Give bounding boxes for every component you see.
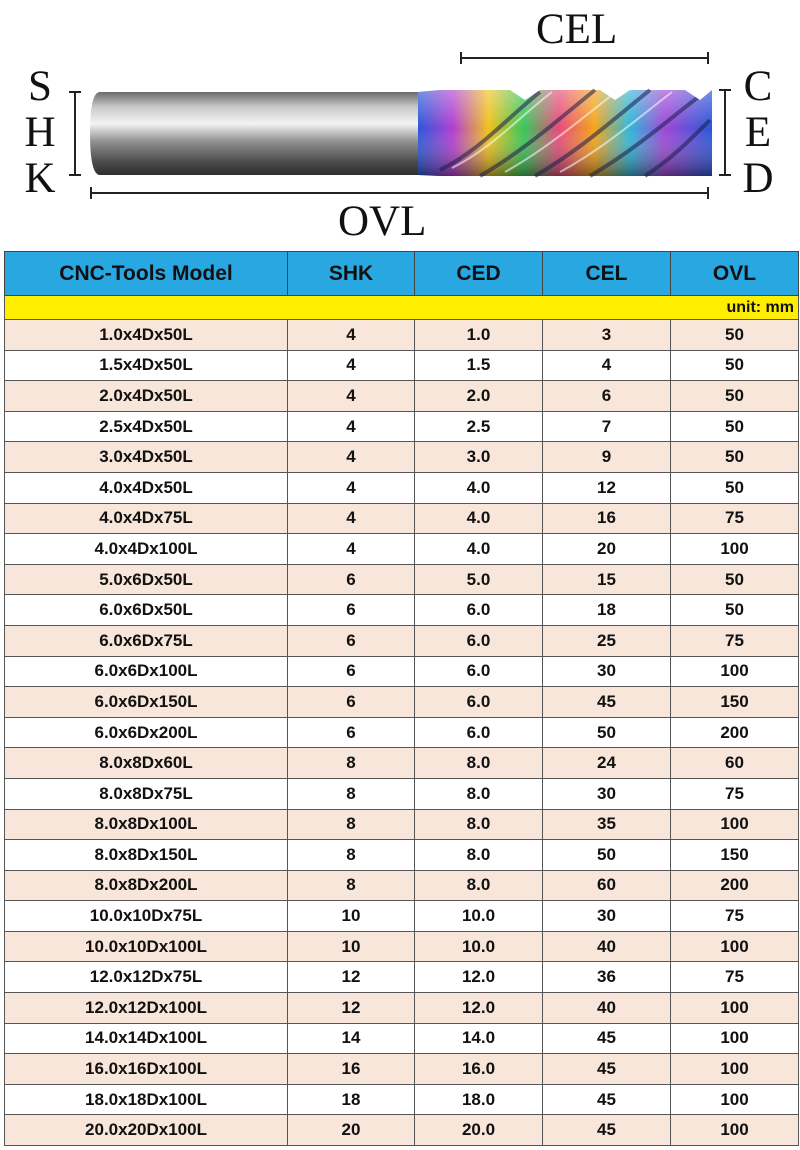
cell-cel: 7 <box>543 411 671 442</box>
cell-ovl: 200 <box>671 717 799 748</box>
cell-cel: 30 <box>543 901 671 932</box>
cell-cel: 16 <box>543 503 671 534</box>
cell-shk: 4 <box>288 503 415 534</box>
cell-model: 2.5x4Dx50L <box>5 411 288 442</box>
table-row <box>5 472 799 503</box>
cell-ced: 6.0 <box>415 656 543 687</box>
cell-shk: 14 <box>288 1023 415 1054</box>
cell-ced: 8.0 <box>415 748 543 779</box>
shk-letter: S <box>28 63 52 110</box>
cell-cel: 40 <box>543 993 671 1024</box>
ced-letter: C <box>743 63 773 110</box>
cell-cel: 25 <box>543 625 671 656</box>
table-row <box>5 1084 799 1115</box>
table-row <box>5 534 799 565</box>
cell-ced: 18.0 <box>415 1084 543 1115</box>
table-row <box>5 411 799 442</box>
cell-ced: 4.0 <box>415 503 543 534</box>
cell-cel: 36 <box>543 962 671 993</box>
cell-cel: 6 <box>543 381 671 412</box>
table-row <box>5 320 799 351</box>
ovl-label: OVL <box>338 198 427 245</box>
cell-ovl: 50 <box>671 442 799 473</box>
shk-letter: K <box>24 155 56 202</box>
table-body <box>5 296 799 1146</box>
cell-ovl: 100 <box>671 1023 799 1054</box>
end-mill-diagram <box>0 0 800 248</box>
cell-ced: 6.0 <box>415 595 543 626</box>
cell-shk: 6 <box>288 687 415 718</box>
cell-model: 18.0x18Dx100L <box>5 1084 288 1115</box>
cell-shk: 6 <box>288 717 415 748</box>
header-cel: CEL <box>543 252 671 296</box>
cell-shk: 20 <box>288 1115 415 1146</box>
cell-model: 8.0x8Dx150L <box>5 840 288 871</box>
cell-cel: 45 <box>543 1023 671 1054</box>
table-row <box>5 503 799 534</box>
cell-ovl: 150 <box>671 687 799 718</box>
cell-ced: 3.0 <box>415 442 543 473</box>
cell-model: 8.0x8Dx100L <box>5 809 288 840</box>
cell-shk: 6 <box>288 625 415 656</box>
cell-ovl: 50 <box>671 472 799 503</box>
cell-ced: 1.5 <box>415 350 543 381</box>
cell-shk: 8 <box>288 748 415 779</box>
cell-ced: 1.0 <box>415 320 543 351</box>
cell-cel: 30 <box>543 656 671 687</box>
cell-ced: 20.0 <box>415 1115 543 1146</box>
cell-shk: 6 <box>288 656 415 687</box>
shank <box>90 92 418 175</box>
shk-letter: H <box>24 109 56 156</box>
cell-ovl: 75 <box>671 901 799 932</box>
cel-label: CEL <box>536 6 618 53</box>
spec-table <box>4 251 799 1146</box>
cell-cel: 3 <box>543 320 671 351</box>
table-row <box>5 901 799 932</box>
cell-ovl: 50 <box>671 595 799 626</box>
cell-ced: 16.0 <box>415 1054 543 1085</box>
cell-shk: 8 <box>288 778 415 809</box>
cell-ovl: 100 <box>671 1054 799 1085</box>
cell-model: 1.5x4Dx50L <box>5 350 288 381</box>
cell-cel: 30 <box>543 778 671 809</box>
cell-ovl: 50 <box>671 564 799 595</box>
cell-cel: 20 <box>543 534 671 565</box>
cell-ced: 6.0 <box>415 625 543 656</box>
cell-shk: 4 <box>288 411 415 442</box>
table-header-row <box>5 252 799 296</box>
cell-ovl: 75 <box>671 503 799 534</box>
cell-cel: 12 <box>543 472 671 503</box>
cell-ovl: 100 <box>671 993 799 1024</box>
table-row <box>5 687 799 718</box>
cell-shk: 6 <box>288 595 415 626</box>
cell-ced: 12.0 <box>415 993 543 1024</box>
cell-ced: 8.0 <box>415 840 543 871</box>
table-row <box>5 381 799 412</box>
cell-model: 4.0x4Dx75L <box>5 503 288 534</box>
table-row <box>5 778 799 809</box>
table-row <box>5 350 799 381</box>
table-row <box>5 564 799 595</box>
cell-model: 2.0x4Dx50L <box>5 381 288 412</box>
cell-ced: 5.0 <box>415 564 543 595</box>
cell-model: 8.0x8Dx60L <box>5 748 288 779</box>
cell-model: 6.0x6Dx200L <box>5 717 288 748</box>
cell-shk: 18 <box>288 1084 415 1115</box>
cell-model: 8.0x8Dx200L <box>5 870 288 901</box>
table-row <box>5 931 799 962</box>
cell-model: 6.0x6Dx100L <box>5 656 288 687</box>
cell-ovl: 60 <box>671 748 799 779</box>
cell-ced: 2.5 <box>415 411 543 442</box>
cell-shk: 4 <box>288 472 415 503</box>
cell-ced: 8.0 <box>415 778 543 809</box>
cell-ced: 4.0 <box>415 472 543 503</box>
cell-cel: 60 <box>543 870 671 901</box>
cell-cel: 4 <box>543 350 671 381</box>
cell-model: 10.0x10Dx75L <box>5 901 288 932</box>
cell-ovl: 75 <box>671 625 799 656</box>
cell-model: 8.0x8Dx75L <box>5 778 288 809</box>
cell-shk: 4 <box>288 381 415 412</box>
cell-model: 6.0x6Dx50L <box>5 595 288 626</box>
table-row <box>5 1054 799 1085</box>
cell-ovl: 100 <box>671 656 799 687</box>
ced-letter: E <box>744 109 772 156</box>
cell-cel: 45 <box>543 1084 671 1115</box>
cell-ovl: 200 <box>671 870 799 901</box>
table-row <box>5 595 799 626</box>
table-row <box>5 717 799 748</box>
cell-shk: 6 <box>288 564 415 595</box>
table-row <box>5 840 799 871</box>
table-row <box>5 870 799 901</box>
cell-ovl: 75 <box>671 962 799 993</box>
table-row <box>5 748 799 779</box>
table-row <box>5 1115 799 1146</box>
cell-model: 10.0x10Dx100L <box>5 931 288 962</box>
cell-ovl: 50 <box>671 350 799 381</box>
cell-model: 3.0x4Dx50L <box>5 442 288 473</box>
cell-shk: 8 <box>288 809 415 840</box>
cell-cel: 24 <box>543 748 671 779</box>
cell-ced: 6.0 <box>415 687 543 718</box>
cell-ovl: 100 <box>671 931 799 962</box>
unit-note: unit: mm <box>5 296 799 320</box>
ced-letter: D <box>742 155 774 202</box>
cell-shk: 4 <box>288 534 415 565</box>
cell-ovl: 100 <box>671 534 799 565</box>
table-row <box>5 656 799 687</box>
table-row <box>5 962 799 993</box>
cell-ced: 14.0 <box>415 1023 543 1054</box>
cell-cel: 45 <box>543 1115 671 1146</box>
cell-shk: 8 <box>288 870 415 901</box>
header-shk: SHK <box>288 252 415 296</box>
cell-ovl: 50 <box>671 411 799 442</box>
cell-shk: 4 <box>288 442 415 473</box>
header-model: CNC-Tools Model <box>5 252 288 296</box>
cell-ced: 8.0 <box>415 870 543 901</box>
cell-ovl: 100 <box>671 809 799 840</box>
cell-ovl: 100 <box>671 1084 799 1115</box>
cell-model: 4.0x4Dx100L <box>5 534 288 565</box>
cell-cel: 9 <box>543 442 671 473</box>
cell-shk: 10 <box>288 931 415 962</box>
cell-cel: 45 <box>543 687 671 718</box>
table-row <box>5 809 799 840</box>
cell-cel: 35 <box>543 809 671 840</box>
fluted-cutter <box>418 90 712 176</box>
cell-model: 12.0x12Dx100L <box>5 993 288 1024</box>
cell-model: 16.0x16Dx100L <box>5 1054 288 1085</box>
cell-cel: 15 <box>543 564 671 595</box>
cell-model: 4.0x4Dx50L <box>5 472 288 503</box>
cell-cel: 50 <box>543 840 671 871</box>
cell-model: 14.0x14Dx100L <box>5 1023 288 1054</box>
cell-ced: 12.0 <box>415 962 543 993</box>
cell-cel: 40 <box>543 931 671 962</box>
cell-ovl: 75 <box>671 778 799 809</box>
cell-ced: 10.0 <box>415 901 543 932</box>
cell-shk: 8 <box>288 840 415 871</box>
cell-ced: 4.0 <box>415 534 543 565</box>
cell-shk: 12 <box>288 993 415 1024</box>
cell-shk: 4 <box>288 350 415 381</box>
cell-ced: 6.0 <box>415 717 543 748</box>
cell-model: 6.0x6Dx150L <box>5 687 288 718</box>
cell-model: 6.0x6Dx75L <box>5 625 288 656</box>
table-row <box>5 993 799 1024</box>
unit-row <box>5 296 799 320</box>
cell-shk: 10 <box>288 901 415 932</box>
cell-model: 1.0x4Dx50L <box>5 320 288 351</box>
cell-ced: 10.0 <box>415 931 543 962</box>
cell-shk: 16 <box>288 1054 415 1085</box>
table-row <box>5 1023 799 1054</box>
cell-model: 20.0x20Dx100L <box>5 1115 288 1146</box>
cell-cel: 50 <box>543 717 671 748</box>
table-row <box>5 625 799 656</box>
cell-cel: 45 <box>543 1054 671 1085</box>
cell-ced: 8.0 <box>415 809 543 840</box>
table-row <box>5 442 799 473</box>
cell-shk: 12 <box>288 962 415 993</box>
cell-ovl: 50 <box>671 320 799 351</box>
cell-ovl: 150 <box>671 840 799 871</box>
end-mill-drawing <box>0 0 800 248</box>
cell-model: 12.0x12Dx75L <box>5 962 288 993</box>
cell-cel: 18 <box>543 595 671 626</box>
header-ced: CED <box>415 252 543 296</box>
cell-model: 5.0x6Dx50L <box>5 564 288 595</box>
cell-ovl: 50 <box>671 381 799 412</box>
header-ovl: OVL <box>671 252 799 296</box>
cell-ced: 2.0 <box>415 381 543 412</box>
cell-ovl: 100 <box>671 1115 799 1146</box>
cell-shk: 4 <box>288 320 415 351</box>
